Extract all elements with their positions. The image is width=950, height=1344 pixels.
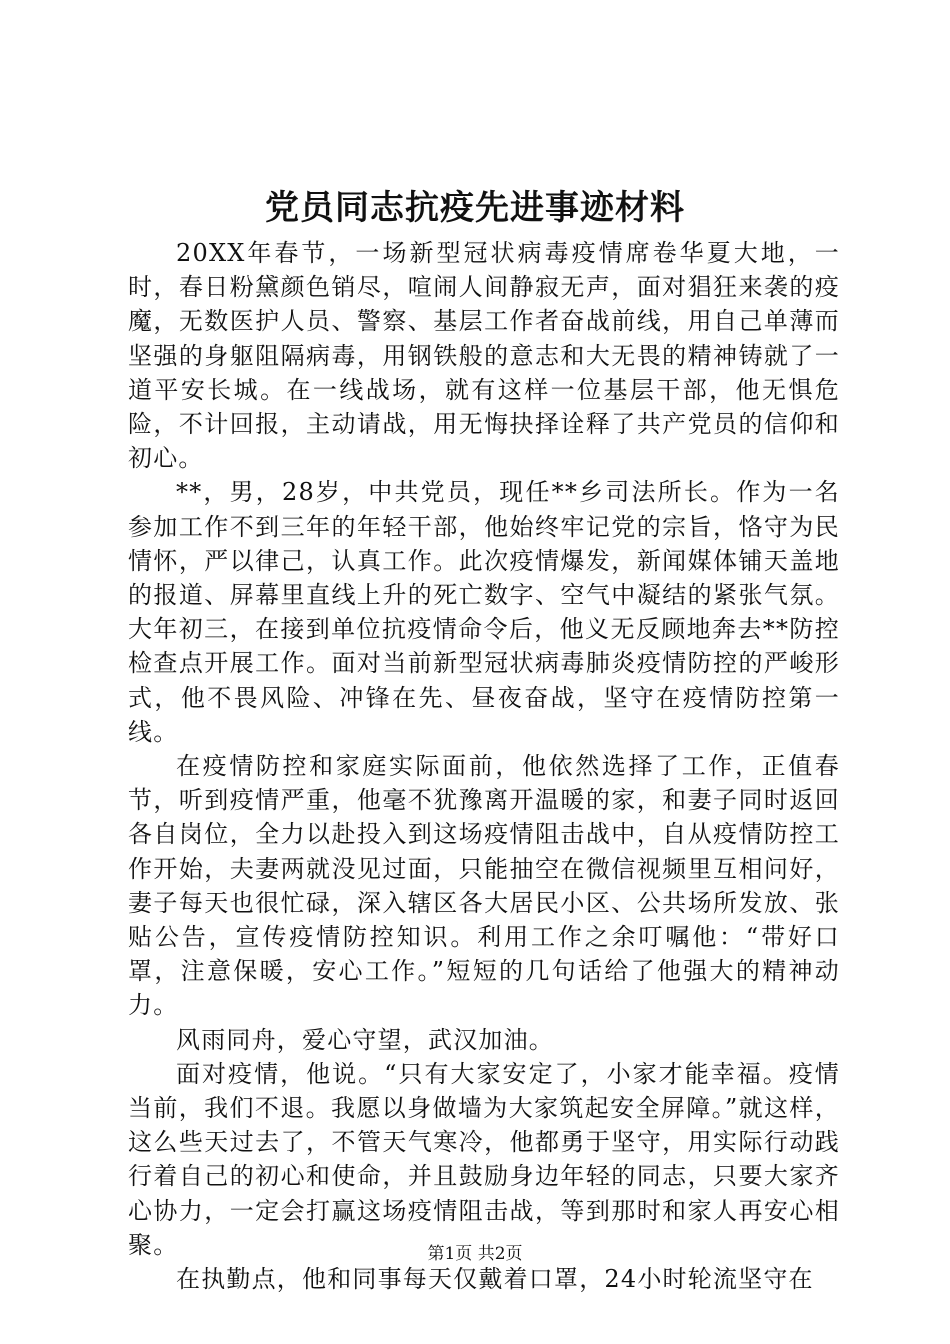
document-title: 党员同志抗疫先进事迹材料	[265, 188, 685, 228]
paragraph: 20XX年春节，一场新型冠状病毒疫情席卷华夏大地，一时，春日粉黛颜色销尽，喧闹人间静寂无声，面对猖狂来袭的疫魔，无数医护人员、警察、基层工作者奋战前线，用自己单薄而坚强的身躯阻隔病毒，用钢铁般的意志和大无畏的精神铸就了一道平安长城。在一线战场，就有这样一位基层干部，他无惧危险，不计回报，主动请战，用无悔抉择诠释了共产党员的信仰和初心。	[128, 239, 840, 473]
paragraph: 在执勤点，他和同事每天仅戴着口罩，24小时轮流坚守在	[176, 1265, 814, 1294]
paragraph: 风雨同舟，爱心守望，武汉加油。	[176, 1025, 554, 1054]
page-number-footer: 第1页 共2页	[427, 1244, 523, 1264]
paragraph: **，男，28岁，中共党员，现任**乡司法所长。作为一名参加工作不到三年的年轻干部，他始终牢记党的宗旨，恪守为民情怀，严以律己，认真工作。此次疫情爆发，新闻媒体铺天盖地的报道、屏幕里直线上升的死亡数字、空气中凝结的紧张气氛。大年初三，在接到单位抗疫情命令后，他义无反顾地奔去**防控检查点开展工作。面对当前新型冠状病毒肺炎疫情防控的严峻形式，他不畏风险、冲锋在先、昼夜奋战，坚守在疫情防控第一线。	[128, 478, 840, 746]
paragraph: 面对疫情，他说。“只有大家安定了，小家才能幸福。疫情当前，我们不退。我愿以身做墙为大家筑起安全屏障。”就这样，这么些天过去了，不管天气寒冷，他都勇于坚守，用实际行动践行着自己的初心和使命，并且鼓励身边年轻的同志，只要大家齐心协力，一定会打赢这场疫情阻击战，等到那时和家人再安心相聚。	[128, 1059, 840, 1259]
document-body	[128, 236, 840, 1296]
paragraph: 在疫情防控和家庭实际面前，他依然选择了工作，正值春节，听到疫情严重，他毫不犹豫离开温暖的家，和妻子同时返回各自岗位，全力以赴投入到这场疫情阻击战中，自从疫情防控工作开始，夫妻两就没见过面，只能抽空在微信视频里互相问好，妻子每天也很忙碌，深入辖区各大居民小区、公共场所发放、张贴公告，宣传疫情防控知识。利用工作之余叮嘱他：“带好口罩，注意保暖，安心工作。”短短的几句话给了他强大的精神动力。	[128, 752, 840, 1020]
